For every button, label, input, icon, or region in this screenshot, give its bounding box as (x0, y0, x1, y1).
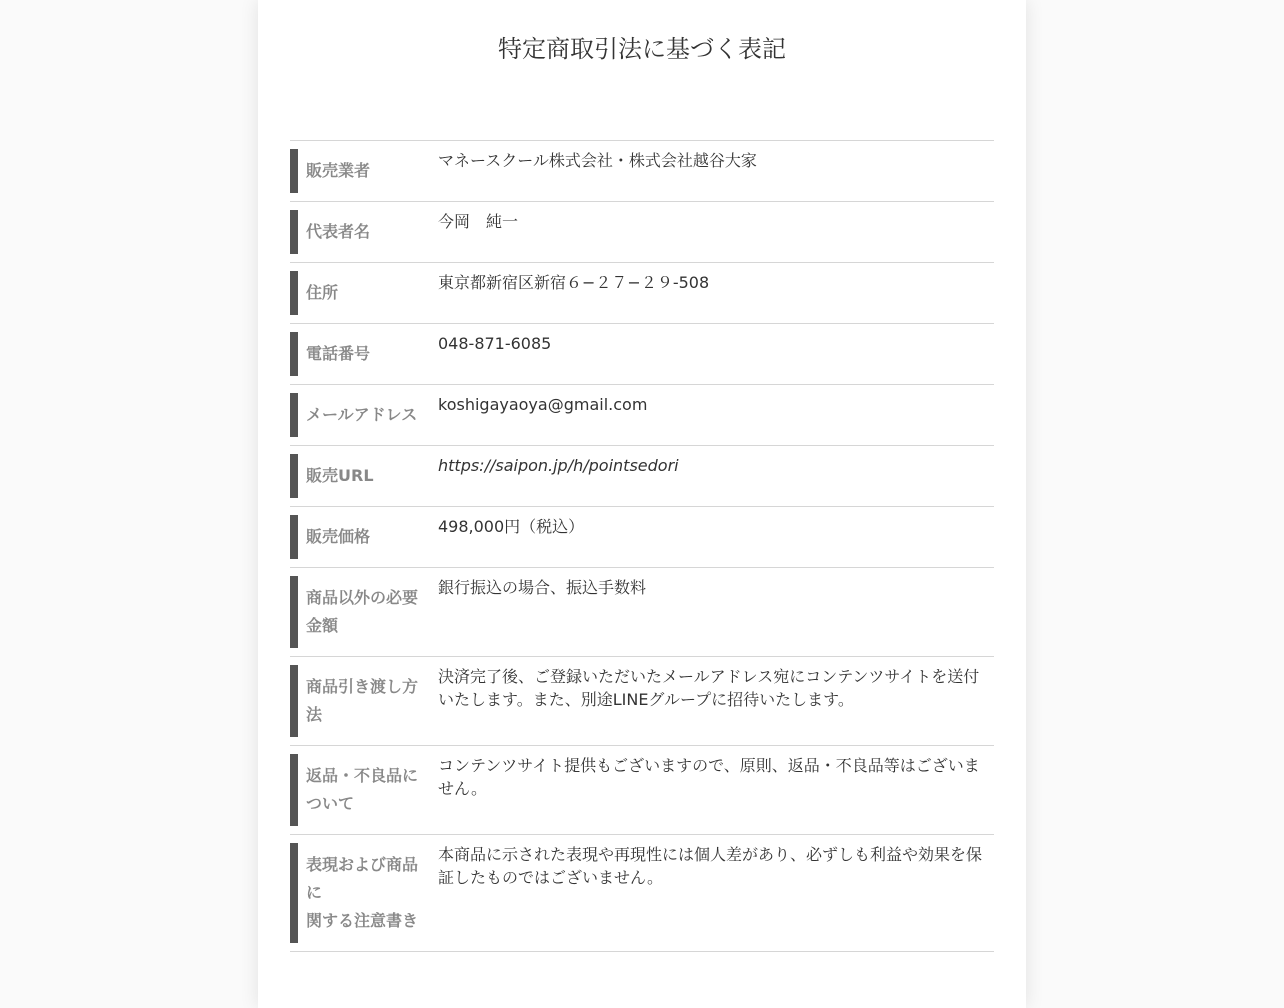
row-label-phone: 電話番号 (290, 332, 430, 376)
row-value-phone: 048-871-6085 (438, 334, 552, 353)
legal-info-table (290, 140, 994, 952)
row-value-additional-fees: 銀行振込の場合、振込手数料 (438, 578, 647, 597)
row-label-sales-url: 販売URL (290, 454, 430, 498)
row-value-address: 東京都新宿区新宿６−２７−２９-508 (438, 273, 710, 292)
page-container (258, 0, 1026, 1008)
row-value-seller: マネースクール株式会社・株式会社越谷大家 (438, 151, 757, 170)
row-label-delivery-method: 商品引き渡し方法 (290, 665, 430, 737)
row-label-price: 販売価格 (290, 515, 430, 559)
row-label-representative: 代表者名 (290, 210, 430, 254)
table-row (290, 507, 994, 568)
table-row (290, 657, 994, 746)
page-title: 特定商取引法に基づく表記 (498, 35, 786, 63)
sales-url-link[interactable]: https://saipon.jp/h/pointsedori (438, 456, 679, 475)
row-label-disclaimer: 表現および商品に 関する注意書き (290, 843, 430, 943)
row-value-disclaimer: 本商品に示された表現や再現性には個人差があり、必ずしも利益や効果を保証したものではございません。 (438, 845, 983, 887)
table-row (290, 385, 994, 446)
table-row (290, 568, 994, 657)
row-value-email: koshigayaoya@gmail.com (438, 395, 648, 414)
table-row (290, 263, 994, 324)
row-label-email: メールアドレス (290, 393, 430, 437)
row-label-seller: 販売業者 (290, 149, 430, 193)
row-value-price: 498,000円（税込） (438, 517, 585, 536)
row-value-representative: 今岡 純一 (438, 212, 519, 231)
row-label-address: 住所 (290, 271, 430, 315)
table-row (290, 746, 994, 835)
table-row (290, 202, 994, 263)
row-value-delivery-method: 決済完了後、ご登録いただいたメールアドレス宛にコンテンツサイトを送付いたします。また、別途LINEグループに招待いたします。 (438, 667, 980, 709)
table-row (290, 835, 994, 952)
table-row (290, 446, 994, 507)
table-row (290, 141, 994, 202)
row-value-returns: コンテンツサイト提供もございますので、原則、返品・不良品等はございません。 (438, 756, 980, 798)
table-row (290, 324, 994, 385)
row-label-additional-fees: 商品以外の必要金額 (290, 576, 430, 648)
row-label-returns: 返品・不良品について (290, 754, 430, 826)
